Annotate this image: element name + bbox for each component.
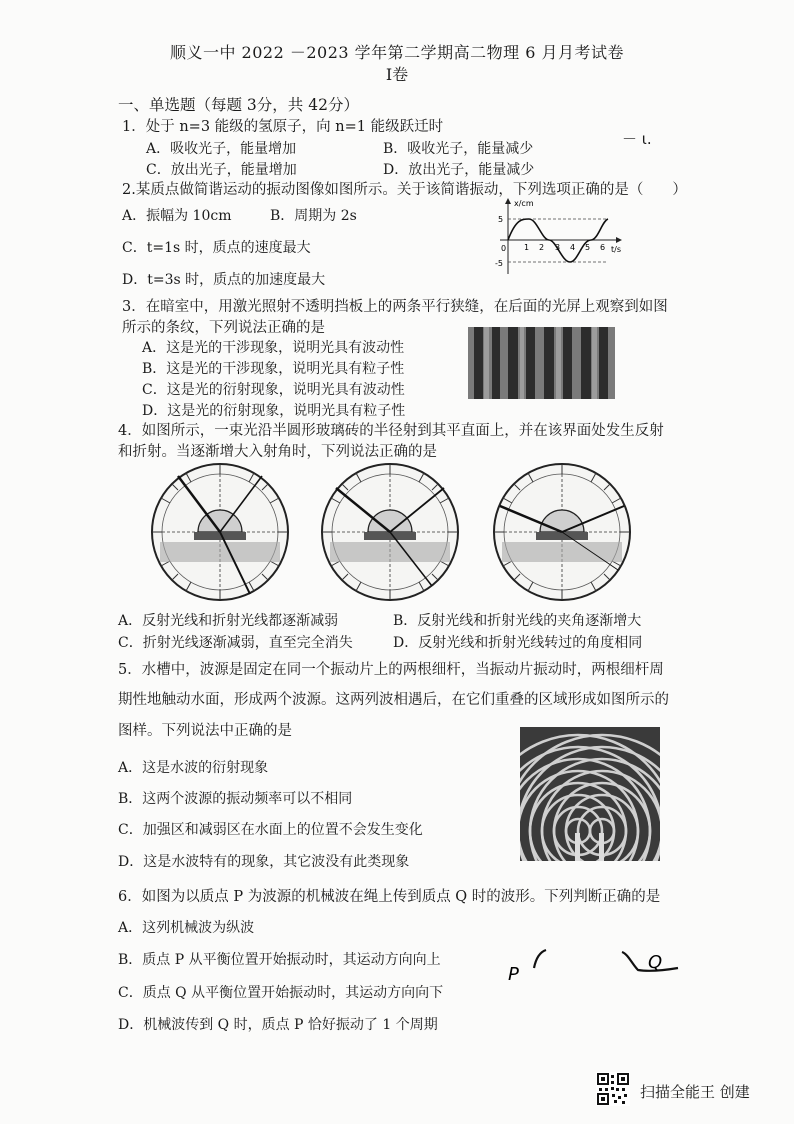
question-4-stem-line-2: 和折射。当逐渐增大入射角时，下列说法正确的是	[118, 444, 437, 460]
graph-x-tick-2: 2	[539, 243, 545, 252]
graph-x-label: t/s	[611, 245, 621, 254]
question-2-option-d: D．t=3s 时，质点的加速度最大	[122, 272, 326, 288]
graph-x-tick-4: 4	[570, 243, 576, 252]
question-6-option-b: B．质点 P 从平衡位置开始振动时，其运动方向向上	[118, 952, 441, 968]
question-5-stem-line-2: 期性地触动水面，形成两个波源。这两列波相遇后，在它们重叠的区域形成如图所示的	[118, 692, 669, 708]
question-1-option-b: B．吸收光子，能量减少	[383, 141, 534, 157]
question-4-option-a: A．反射光线和折射光线都逐渐减弱	[118, 613, 339, 629]
rope-wave-figure	[500, 938, 690, 988]
question-6-option-c: C．质点 Q 从平衡位置开始振动时，其运动方向向下	[118, 985, 444, 1001]
question-2-option-c: C．t=1s 时，质点的速度最大	[122, 240, 311, 256]
question-5-option-b: B．这两个波源的振动频率可以不相同	[118, 791, 353, 807]
refraction-protractor-figures	[150, 458, 650, 608]
handwritten-mark: － ɩ.	[622, 130, 652, 148]
question-4-option-d: D．反射光线和折射光线转过的角度相同	[393, 635, 643, 651]
graph-origin: 0	[501, 244, 507, 253]
graph-x-tick-1: 1	[524, 243, 530, 252]
question-3-stem-line-2: 所示的条纹，下列说法正确的是	[122, 320, 325, 336]
question-1-option-d: D．放出光子，能量减少	[383, 162, 535, 178]
point-q-label: Q	[648, 952, 663, 973]
graph-y-tick-neg5: -5	[495, 259, 503, 268]
graph-y-tick-5: 5	[498, 215, 504, 224]
question-5-stem-line-1: 5．水槽中，波源是固定在同一个振动片上的两根细杆，当振动片振动时，两根细杆周	[118, 662, 664, 678]
question-1-option-a: A．吸收光子，能量增加	[146, 141, 297, 157]
section-heading: 一、单选题（每题 3分，共 42分）	[118, 96, 359, 114]
vibration-graph	[494, 196, 624, 278]
question-3-option-d: D．这是光的衍射现象，说明光具有粒子性	[142, 403, 406, 419]
scanner-watermark: 扫描全能王 创建	[640, 1083, 750, 1101]
question-4-option-b: B．反射光线和折射光线的夹角逐渐增大	[393, 613, 642, 629]
interference-fringes-image	[468, 327, 615, 399]
question-5-option-d: D．这是水波特有的现象，其它波没有此类现象	[118, 854, 410, 870]
graph-x-tick-3: 3	[555, 243, 561, 252]
water-wave-interference-image	[520, 727, 660, 861]
qr-code-icon	[596, 1072, 630, 1106]
exam-title: 顺义一中 2022 －2023 学年第二学期高二物理 6 月月考试卷	[169, 43, 625, 62]
question-3-option-a: A．这是光的干涉现象，说明光具有波动性	[142, 340, 405, 356]
question-6-option-d: D．机械波传到 Q 时，质点 P 恰好振动了 1 个周期	[118, 1017, 438, 1033]
question-1-option-c: C．放出光子，能量增加	[146, 162, 297, 178]
question-2-option-b: B．周期为 2s	[270, 208, 357, 224]
question-5-stem-line-3: 图样。下列说法中正确的是	[118, 723, 292, 739]
question-1-stem: 1．处于 n=3 能级的氢原子，向 n=1 能级跃迁时	[122, 119, 444, 135]
point-p-label: P	[508, 964, 519, 985]
question-3-option-b: B．这是光的干涉现象，说明光具有粒子性	[142, 361, 405, 377]
question-2-option-a: A．振幅为 10cm	[122, 208, 232, 224]
question-3-option-c: C．这是光的衍射现象，说明光具有波动性	[142, 382, 405, 398]
question-6-option-a: A．这列机械波为纵波	[118, 920, 255, 936]
graph-x-tick-6: 6	[600, 243, 606, 252]
question-6-stem: 6．如图为以质点 P 为波源的机械波在绳上传到质点 Q 时的波形。下列判断正确的是	[118, 889, 661, 905]
question-4-stem-line-1: 4．如图所示，一束光沿半圆形玻璃砖的半径射到其平直面上，并在该界面处发生反射	[118, 423, 664, 439]
question-4-option-c: C．折射光线逐渐减弱，直至完全消失	[118, 635, 353, 651]
question-3-stem-line-1: 3．在暗室中，用激光照射不透明挡板上的两条平行狭缝，在后面的光屏上观察到如图	[122, 299, 668, 315]
question-5-option-a: A．这是水波的衍射现象	[118, 760, 269, 776]
question-5-option-c: C．加强区和减弱区在水面上的位置不会发生变化	[118, 822, 423, 838]
exam-subtitle: Ⅰ卷	[385, 65, 409, 84]
graph-y-label: x/cm	[514, 199, 534, 208]
question-2-stem: 2.某质点做简谐运动的振动图像如图所示。关于该简谐振动，下列选项正确的是（ ）	[122, 182, 687, 198]
graph-x-tick-5: 5	[585, 243, 591, 252]
